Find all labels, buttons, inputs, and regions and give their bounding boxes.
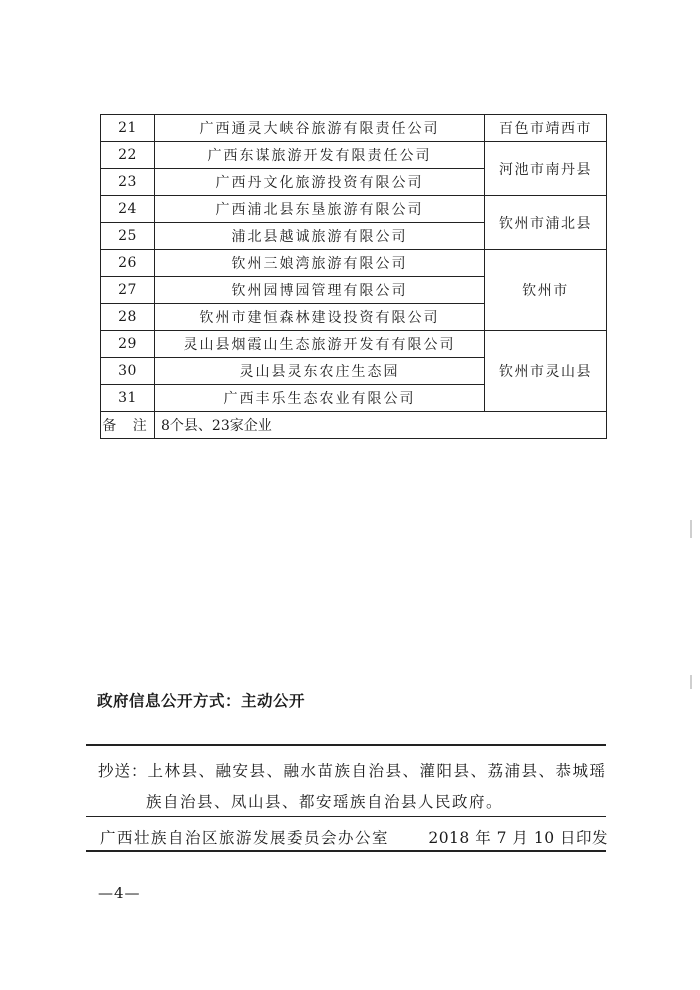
- company-name: 钦州市建恒森林建设投资有限公司: [155, 304, 485, 331]
- remark-label: 备 注: [101, 412, 155, 439]
- divider-top: [86, 744, 606, 746]
- row-number: 24: [101, 196, 155, 223]
- page-number: —4—: [98, 884, 141, 902]
- remark-row: [101, 412, 607, 439]
- region: 河池市南丹县: [485, 142, 607, 196]
- issuing-office: 广西壮族自治区旅游发展委员会办公室: [100, 829, 390, 847]
- enterprise-table-body: [101, 115, 607, 439]
- row-number: 22: [101, 142, 155, 169]
- company-name: 广西丰乐生态农业有限公司: [155, 385, 485, 412]
- row-number: 26: [101, 250, 155, 277]
- table-row: [101, 196, 607, 223]
- row-number: 27: [101, 277, 155, 304]
- issue-date: 2018 年 7 月 10 日印发: [428, 829, 608, 847]
- enterprise-table: [100, 114, 607, 439]
- company-name: 广西浦北县东垦旅游有限公司: [155, 196, 485, 223]
- company-name: 广西通灵大峡谷旅游有限责任公司: [155, 115, 485, 142]
- divider-bottom: [86, 850, 606, 852]
- row-number: 31: [101, 385, 155, 412]
- cc-block: [98, 756, 608, 818]
- cc-recipients-line1: 上林县、融安县、融水苗族自治县、灌阳县、荔浦县、恭城瑶: [147, 762, 607, 780]
- company-name: 浦北县越诚旅游有限公司: [155, 223, 485, 250]
- table-row: [101, 142, 607, 169]
- row-number: 21: [101, 115, 155, 142]
- row-number: 30: [101, 358, 155, 385]
- remark-value: 8个县、23家企业: [155, 412, 607, 439]
- company-name: 钦州园博园管理有限公司: [155, 277, 485, 304]
- row-number: 23: [101, 169, 155, 196]
- row-number: 28: [101, 304, 155, 331]
- row-number: 29: [101, 331, 155, 358]
- scan-mark: [690, 520, 692, 538]
- table-row: [101, 250, 607, 277]
- scan-mark: [690, 675, 692, 689]
- row-number: 25: [101, 223, 155, 250]
- company-name: 广西丹文化旅游投资有限公司: [155, 169, 485, 196]
- company-name: 灵山县灵东农庄生态园: [155, 358, 485, 385]
- company-name: 灵山县烟霞山生态旅游开发有有限公司: [155, 331, 485, 358]
- company-name: 广西东谋旅游开发有限责任公司: [155, 142, 485, 169]
- region: 百色市靖西市: [485, 115, 607, 142]
- cc-recipients-line2: 族自治县、凤山县、都安瑶族自治县人民政府。: [146, 793, 504, 811]
- cc-label: 抄送：: [98, 762, 148, 780]
- region: 钦州市: [485, 250, 607, 331]
- region: 钦州市灵山县: [485, 331, 607, 412]
- region: 钦州市浦北县: [485, 196, 607, 250]
- company-name: 钦州三娘湾旅游有限公司: [155, 250, 485, 277]
- divider-middle: [86, 816, 606, 817]
- table-row: [101, 115, 607, 142]
- table-row: [101, 331, 607, 358]
- disclosure-method: 政府信息公开方式：主动公开: [97, 692, 306, 710]
